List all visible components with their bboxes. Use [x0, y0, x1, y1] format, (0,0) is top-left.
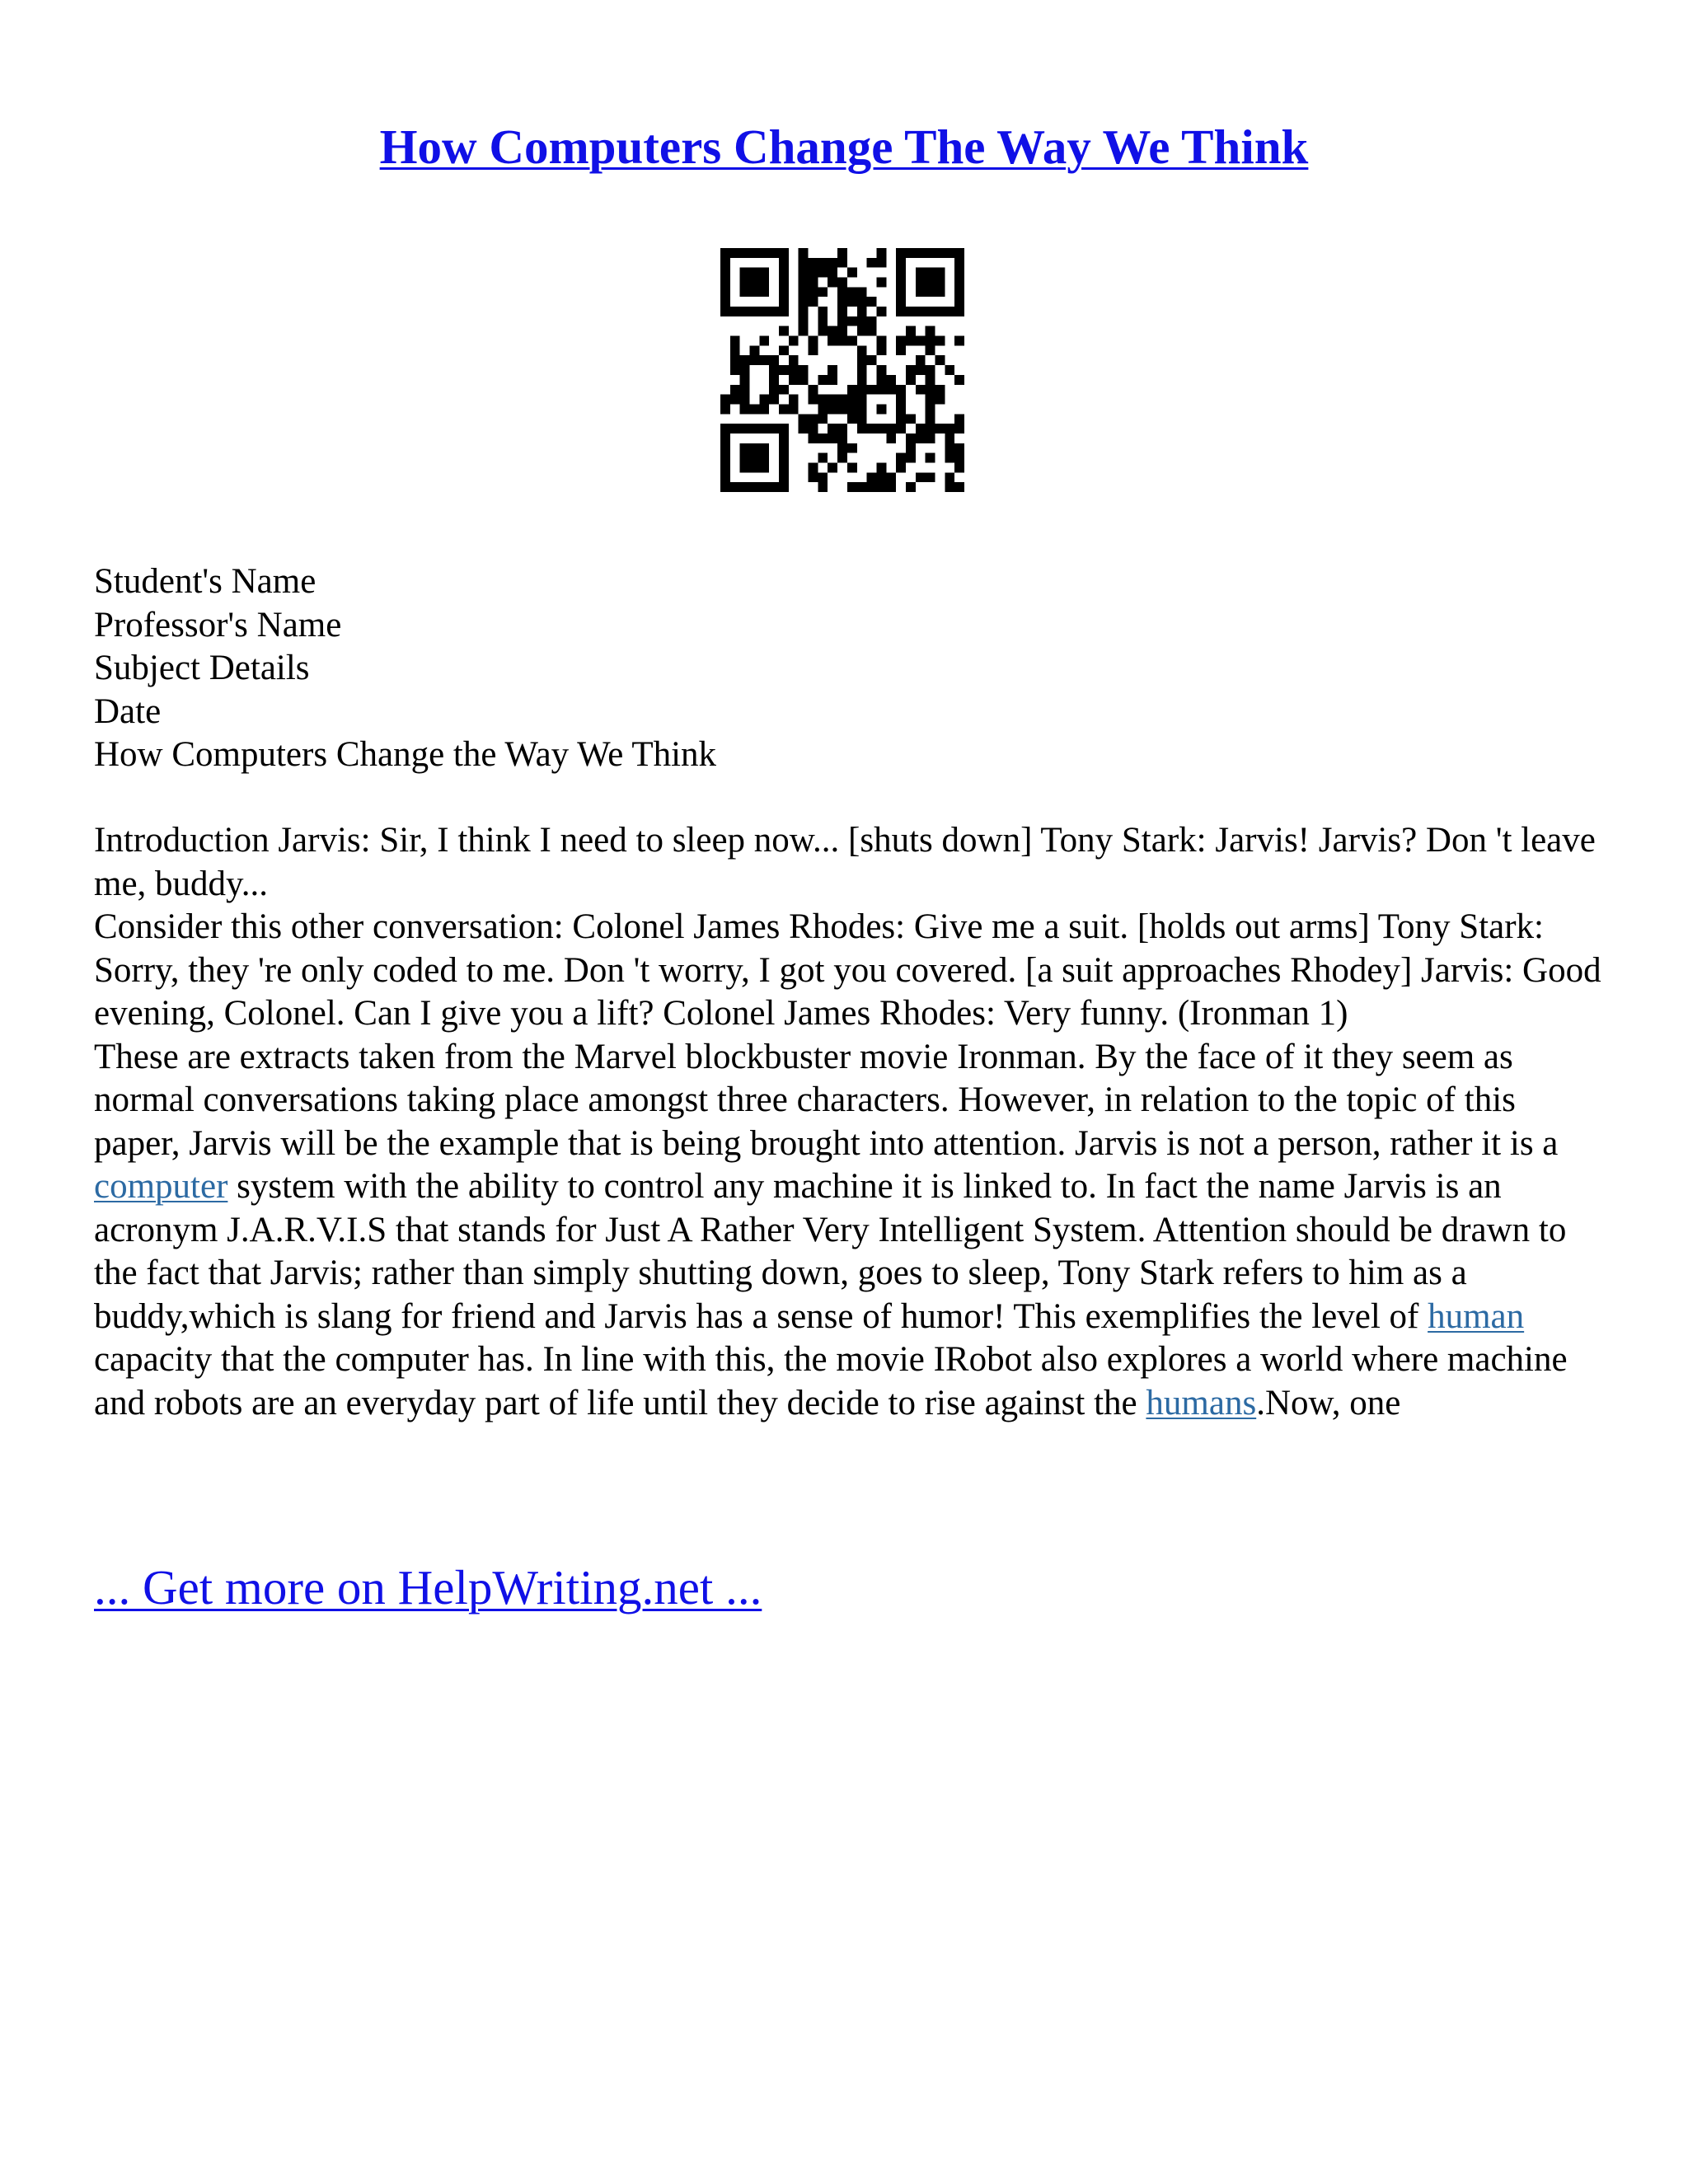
document-title [0, 114, 1688, 180]
paragraph-text: system with the ability to control any machine it is linked to. In fact the name Jarvis is an acronym J.A.R.V.I.S that stands for Just A Rather Very Intelligent System. Attention should be drawn to the fact that Jarvis; rather than simply shutting down, goes to sleep, Tony Stark refers to him as a buddy,which is slang for friend and Jarvis has a sense of humor! This exemplifies the level of [94, 1167, 1567, 1336]
professor-name-label: Professor's Name [94, 605, 342, 644]
subject-details-label: Subject Details [94, 649, 310, 687]
paragraph-text: These are extracts taken from the Marvel blockbuster movie Ironman. By the face of it they seem as normal conversations taking place amongst three characters. However, in relation to the topic of this paper, Jarvis will be the example that is being brought into attention. Jarvis is not a person, rather it is a [94, 1037, 1559, 1163]
computer-link[interactable]: computer [94, 1167, 228, 1206]
date-label: Date [94, 691, 162, 731]
paragraph-text: .Now, one [1256, 1383, 1401, 1422]
essay-title: How Computers Change the Way We Think [94, 735, 717, 774]
title-link[interactable]: How Computers Change The Way We Think [379, 120, 1309, 174]
header-fields [94, 560, 716, 777]
paragraph-intro: Introduction Jarvis: Sir, I think I need to sleep now... [shuts down] Tony Stark: Jarvis! Jarvis? Don 't leave me, buddy... [94, 821, 1596, 903]
get-more-link[interactable]: ... Get more on HelpWriting.net ... [94, 1560, 762, 1615]
qr-code-icon [720, 248, 964, 492]
paragraph-text: capacity that the computer has. In line with this, the movie IRobot also explores a world where machine and robots are an everyday part of life until they decide to rise against the [94, 1340, 1568, 1422]
paragraph-conversation: Consider this other conversation: Colonel James Rhodes: Give me a suit. [holds out arms] Tony Stark: Sorry, they 're only coded to me. Don 't worry, I got you covered. [a suit approaches Rhodey] Jarvis: Good evening, Colonel. Can I give you a lift? Colonel James Rhodes: Very funny. (Ironman 1) [94, 907, 1601, 1033]
get-more-section [94, 1554, 762, 1620]
paragraph-analysis [94, 1036, 1602, 1426]
human-link[interactable]: human [1428, 1296, 1525, 1336]
humans-link[interactable]: humans [1146, 1383, 1257, 1422]
essay-body [94, 819, 1602, 1425]
student-name-label: Student's Name [94, 562, 316, 601]
